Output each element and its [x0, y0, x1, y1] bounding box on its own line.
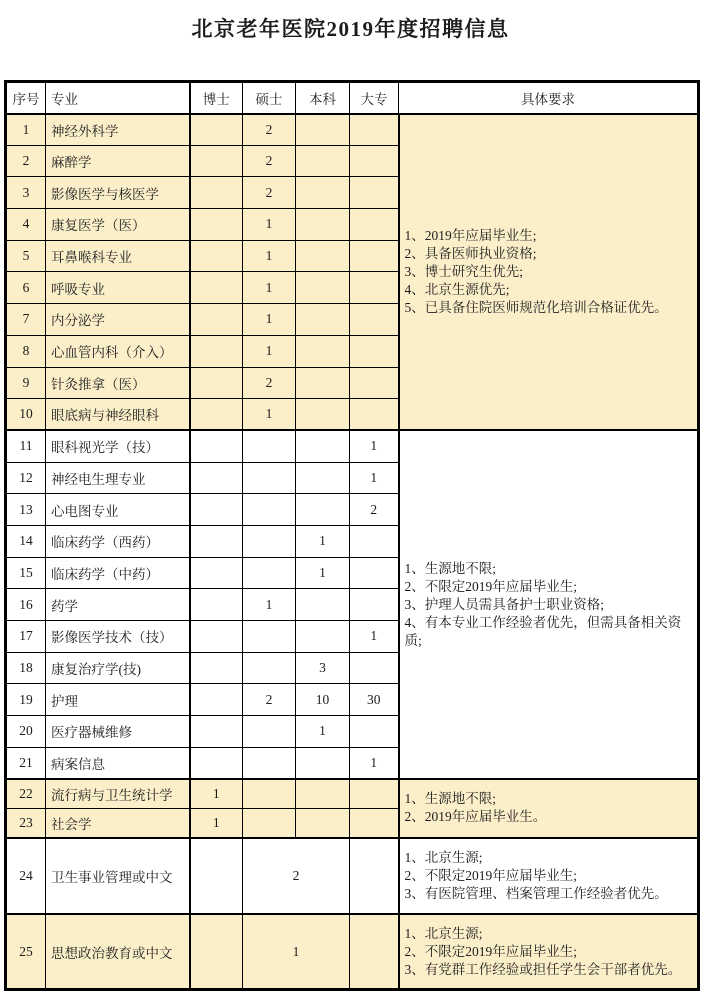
header-row — [6, 82, 699, 114]
table-row — [6, 838, 699, 914]
cell-phd-count — [190, 335, 243, 367]
cell-bachelor-count — [296, 494, 350, 526]
header-bachelor: 本科 — [296, 82, 350, 114]
cell-major: 临床药学（中药） — [46, 557, 190, 589]
header-master: 硕士 — [243, 82, 296, 114]
cell-master-count — [243, 557, 296, 589]
cell-seq: 5 — [6, 240, 46, 272]
cell-bachelor-count: 1 — [296, 557, 350, 589]
cell-master-bachelor-count: 1 — [243, 914, 350, 990]
requirement-line: 2、具备医师执业资格; — [404, 245, 537, 261]
cell-phd-count — [190, 430, 243, 462]
header-major: 专业 — [46, 82, 190, 114]
cell-master-count — [243, 525, 296, 557]
cell-seq: 4 — [6, 209, 46, 241]
cell-bachelor-count: 10 — [296, 684, 350, 716]
cell-college-count — [350, 808, 399, 838]
cell-major: 影像医学技术（技） — [46, 621, 190, 653]
header-requirements: 具体要求 — [399, 82, 699, 114]
cell-college-count — [350, 914, 399, 990]
cell-seq: 16 — [6, 589, 46, 621]
cell-seq: 18 — [6, 652, 46, 684]
requirement-line: 4、有本专业工作经验者优先，但需具备相关资质; — [404, 614, 682, 648]
cell-seq: 14 — [6, 525, 46, 557]
table-row — [6, 114, 699, 146]
cell-phd-count — [190, 621, 243, 653]
header-college: 大专 — [350, 82, 399, 114]
cell-bachelor-count — [296, 240, 350, 272]
cell-college-count — [350, 652, 399, 684]
cell-college-count — [350, 114, 399, 146]
cell-bachelor-count — [296, 747, 350, 779]
cell-master-count — [243, 430, 296, 462]
cell-major: 护理 — [46, 684, 190, 716]
cell-college-count: 1 — [350, 430, 399, 462]
cell-master-count: 2 — [243, 684, 296, 716]
cell-bachelor-count — [296, 335, 350, 367]
cell-master-count: 2 — [243, 367, 296, 399]
requirement-line: 3、护理人员需具备护士职业资格; — [404, 596, 605, 612]
cell-master-count: 2 — [243, 145, 296, 177]
cell-phd-count — [190, 494, 243, 526]
cell-phd-count — [190, 525, 243, 557]
cell-seq: 25 — [6, 914, 46, 990]
cell-master-count — [243, 716, 296, 748]
cell-bachelor-count — [296, 779, 350, 809]
cell-major: 心血管内科（介入） — [46, 335, 190, 367]
header-seq: 序号 — [6, 82, 46, 114]
cell-seq: 20 — [6, 716, 46, 748]
cell-college-count — [350, 838, 399, 914]
cell-college-count — [350, 399, 399, 431]
cell-major: 临床药学（西药） — [46, 525, 190, 557]
cell-bachelor-count — [296, 589, 350, 621]
cell-master-count — [243, 808, 296, 838]
cell-master-count: 1 — [243, 240, 296, 272]
cell-major: 内分泌学 — [46, 304, 190, 336]
cell-college-count — [350, 272, 399, 304]
cell-master-count: 2 — [243, 114, 296, 146]
cell-master-count: 1 — [243, 209, 296, 241]
cell-phd-count — [190, 367, 243, 399]
cell-requirements — [399, 779, 699, 838]
cell-major: 针灸推拿（医） — [46, 367, 190, 399]
cell-requirements — [399, 114, 699, 431]
page-title: 北京老年医院2019年度招聘信息 — [191, 17, 510, 41]
requirement-line: 1、2019年应届毕业生; — [404, 227, 537, 243]
cell-bachelor-count — [296, 399, 350, 431]
cell-college-count — [350, 557, 399, 589]
cell-seq: 1 — [6, 114, 46, 146]
cell-phd-count — [190, 272, 243, 304]
cell-seq: 13 — [6, 494, 46, 526]
cell-major: 康复治疗学(技) — [46, 652, 190, 684]
cell-phd-count: 1 — [190, 779, 243, 809]
requirement-line: 1、北京生源; — [404, 849, 483, 865]
cell-phd-count — [190, 462, 243, 494]
cell-phd-count — [190, 914, 243, 990]
table-row — [6, 779, 699, 809]
cell-phd-count — [190, 747, 243, 779]
cell-master-count — [243, 462, 296, 494]
requirement-line: 2、不限定2019年应届毕业生; — [404, 867, 578, 883]
requirement-line: 3、博士研究生优先; — [404, 263, 524, 279]
header-phd: 博士 — [190, 82, 243, 114]
cell-major: 呼吸专业 — [46, 272, 190, 304]
cell-major: 神经外科学 — [46, 114, 190, 146]
cell-major: 康复医学（医） — [46, 209, 190, 241]
cell-bachelor-count — [296, 304, 350, 336]
requirement-line: 2、不限定2019年应届毕业生; — [404, 578, 578, 594]
cell-major: 药学 — [46, 589, 190, 621]
cell-seq: 2 — [6, 145, 46, 177]
cell-seq: 24 — [6, 838, 46, 914]
cell-college-count: 1 — [350, 621, 399, 653]
cell-seq: 19 — [6, 684, 46, 716]
cell-master-count: 1 — [243, 272, 296, 304]
cell-requirements — [399, 914, 699, 990]
cell-major: 思想政治教育或中文 — [46, 914, 190, 990]
cell-phd-count — [190, 399, 243, 431]
cell-phd-count — [190, 177, 243, 209]
cell-seq: 11 — [6, 430, 46, 462]
cell-seq: 21 — [6, 747, 46, 779]
cell-seq: 15 — [6, 557, 46, 589]
cell-bachelor-count — [296, 145, 350, 177]
cell-seq: 10 — [6, 399, 46, 431]
cell-college-count — [350, 177, 399, 209]
cell-phd-count — [190, 589, 243, 621]
cell-master-count: 1 — [243, 335, 296, 367]
cell-seq: 3 — [6, 177, 46, 209]
cell-phd-count — [190, 838, 243, 914]
cell-major: 病案信息 — [46, 747, 190, 779]
cell-college-count — [350, 525, 399, 557]
cell-college-count: 1 — [350, 747, 399, 779]
requirement-line: 2、2019年应届毕业生。 — [404, 809, 547, 825]
recruitment-table — [4, 80, 700, 991]
cell-master-count — [243, 779, 296, 809]
cell-master-count: 1 — [243, 304, 296, 336]
cell-bachelor-count: 3 — [296, 652, 350, 684]
cell-seq: 12 — [6, 462, 46, 494]
cell-bachelor-count: 1 — [296, 716, 350, 748]
cell-bachelor-count — [296, 430, 350, 462]
cell-seq: 6 — [6, 272, 46, 304]
cell-bachelor-count — [296, 209, 350, 241]
cell-master-count — [243, 747, 296, 779]
cell-major: 卫生事业管理或中文 — [46, 838, 190, 914]
cell-seq: 23 — [6, 808, 46, 838]
cell-college-count: 30 — [350, 684, 399, 716]
cell-college-count — [350, 367, 399, 399]
cell-seq: 9 — [6, 367, 46, 399]
requirement-line: 1、生源地不限; — [404, 560, 497, 576]
cell-master-count: 1 — [243, 399, 296, 431]
cell-college-count — [350, 145, 399, 177]
cell-phd-count — [190, 652, 243, 684]
cell-bachelor-count — [296, 367, 350, 399]
cell-bachelor-count — [296, 272, 350, 304]
cell-college-count — [350, 209, 399, 241]
cell-college-count — [350, 716, 399, 748]
cell-requirements — [399, 430, 699, 779]
cell-seq: 7 — [6, 304, 46, 336]
cell-master-count: 1 — [243, 589, 296, 621]
requirement-line: 1、北京生源; — [404, 925, 483, 941]
table-row — [6, 914, 699, 990]
cell-phd-count — [190, 716, 243, 748]
cell-major: 影像医学与核医学 — [46, 177, 190, 209]
cell-requirements — [399, 838, 699, 914]
requirement-line: 3、有党群工作经验或担任学生会干部者优先。 — [404, 961, 682, 977]
cell-master-count — [243, 652, 296, 684]
cell-major: 社会学 — [46, 808, 190, 838]
requirement-line: 1、生源地不限; — [404, 791, 497, 807]
cell-college-count — [350, 589, 399, 621]
cell-bachelor-count: 1 — [296, 525, 350, 557]
cell-major: 麻醉学 — [46, 145, 190, 177]
cell-bachelor-count — [296, 621, 350, 653]
table-row — [6, 430, 699, 462]
cell-major: 流行病与卫生统计学 — [46, 779, 190, 809]
table-body — [6, 114, 699, 990]
cell-bachelor-count — [296, 808, 350, 838]
cell-seq: 22 — [6, 779, 46, 809]
cell-phd-count — [190, 240, 243, 272]
cell-major: 神经电生理专业 — [46, 462, 190, 494]
cell-phd-count — [190, 114, 243, 146]
requirement-line: 5、已具备住院医师规范化培训合格证优先。 — [404, 299, 668, 315]
cell-master-count — [243, 494, 296, 526]
cell-master-count — [243, 621, 296, 653]
cell-phd-count: 1 — [190, 808, 243, 838]
cell-master-count: 2 — [243, 177, 296, 209]
cell-bachelor-count — [296, 462, 350, 494]
requirement-line: 3、有医院管理、档案管理工作经验者优先。 — [404, 885, 668, 901]
cell-seq: 17 — [6, 621, 46, 653]
cell-college-count — [350, 335, 399, 367]
cell-major: 眼底病与神经眼科 — [46, 399, 190, 431]
cell-major: 医疗器械维修 — [46, 716, 190, 748]
cell-master-bachelor-count: 2 — [243, 838, 350, 914]
cell-major: 眼科视光学（技） — [46, 430, 190, 462]
cell-phd-count — [190, 209, 243, 241]
cell-college-count: 1 — [350, 462, 399, 494]
cell-college-count — [350, 304, 399, 336]
requirement-line: 2、不限定2019年应届毕业生; — [404, 943, 578, 959]
cell-college-count: 2 — [350, 494, 399, 526]
cell-seq: 8 — [6, 335, 46, 367]
cell-college-count — [350, 779, 399, 809]
cell-phd-count — [190, 557, 243, 589]
cell-phd-count — [190, 145, 243, 177]
cell-bachelor-count — [296, 177, 350, 209]
cell-bachelor-count — [296, 114, 350, 146]
requirement-line: 4、北京生源优先; — [404, 281, 510, 297]
cell-college-count — [350, 240, 399, 272]
cell-phd-count — [190, 684, 243, 716]
cell-major: 耳鼻喉科专业 — [46, 240, 190, 272]
cell-major: 心电图专业 — [46, 494, 190, 526]
cell-phd-count — [190, 304, 243, 336]
